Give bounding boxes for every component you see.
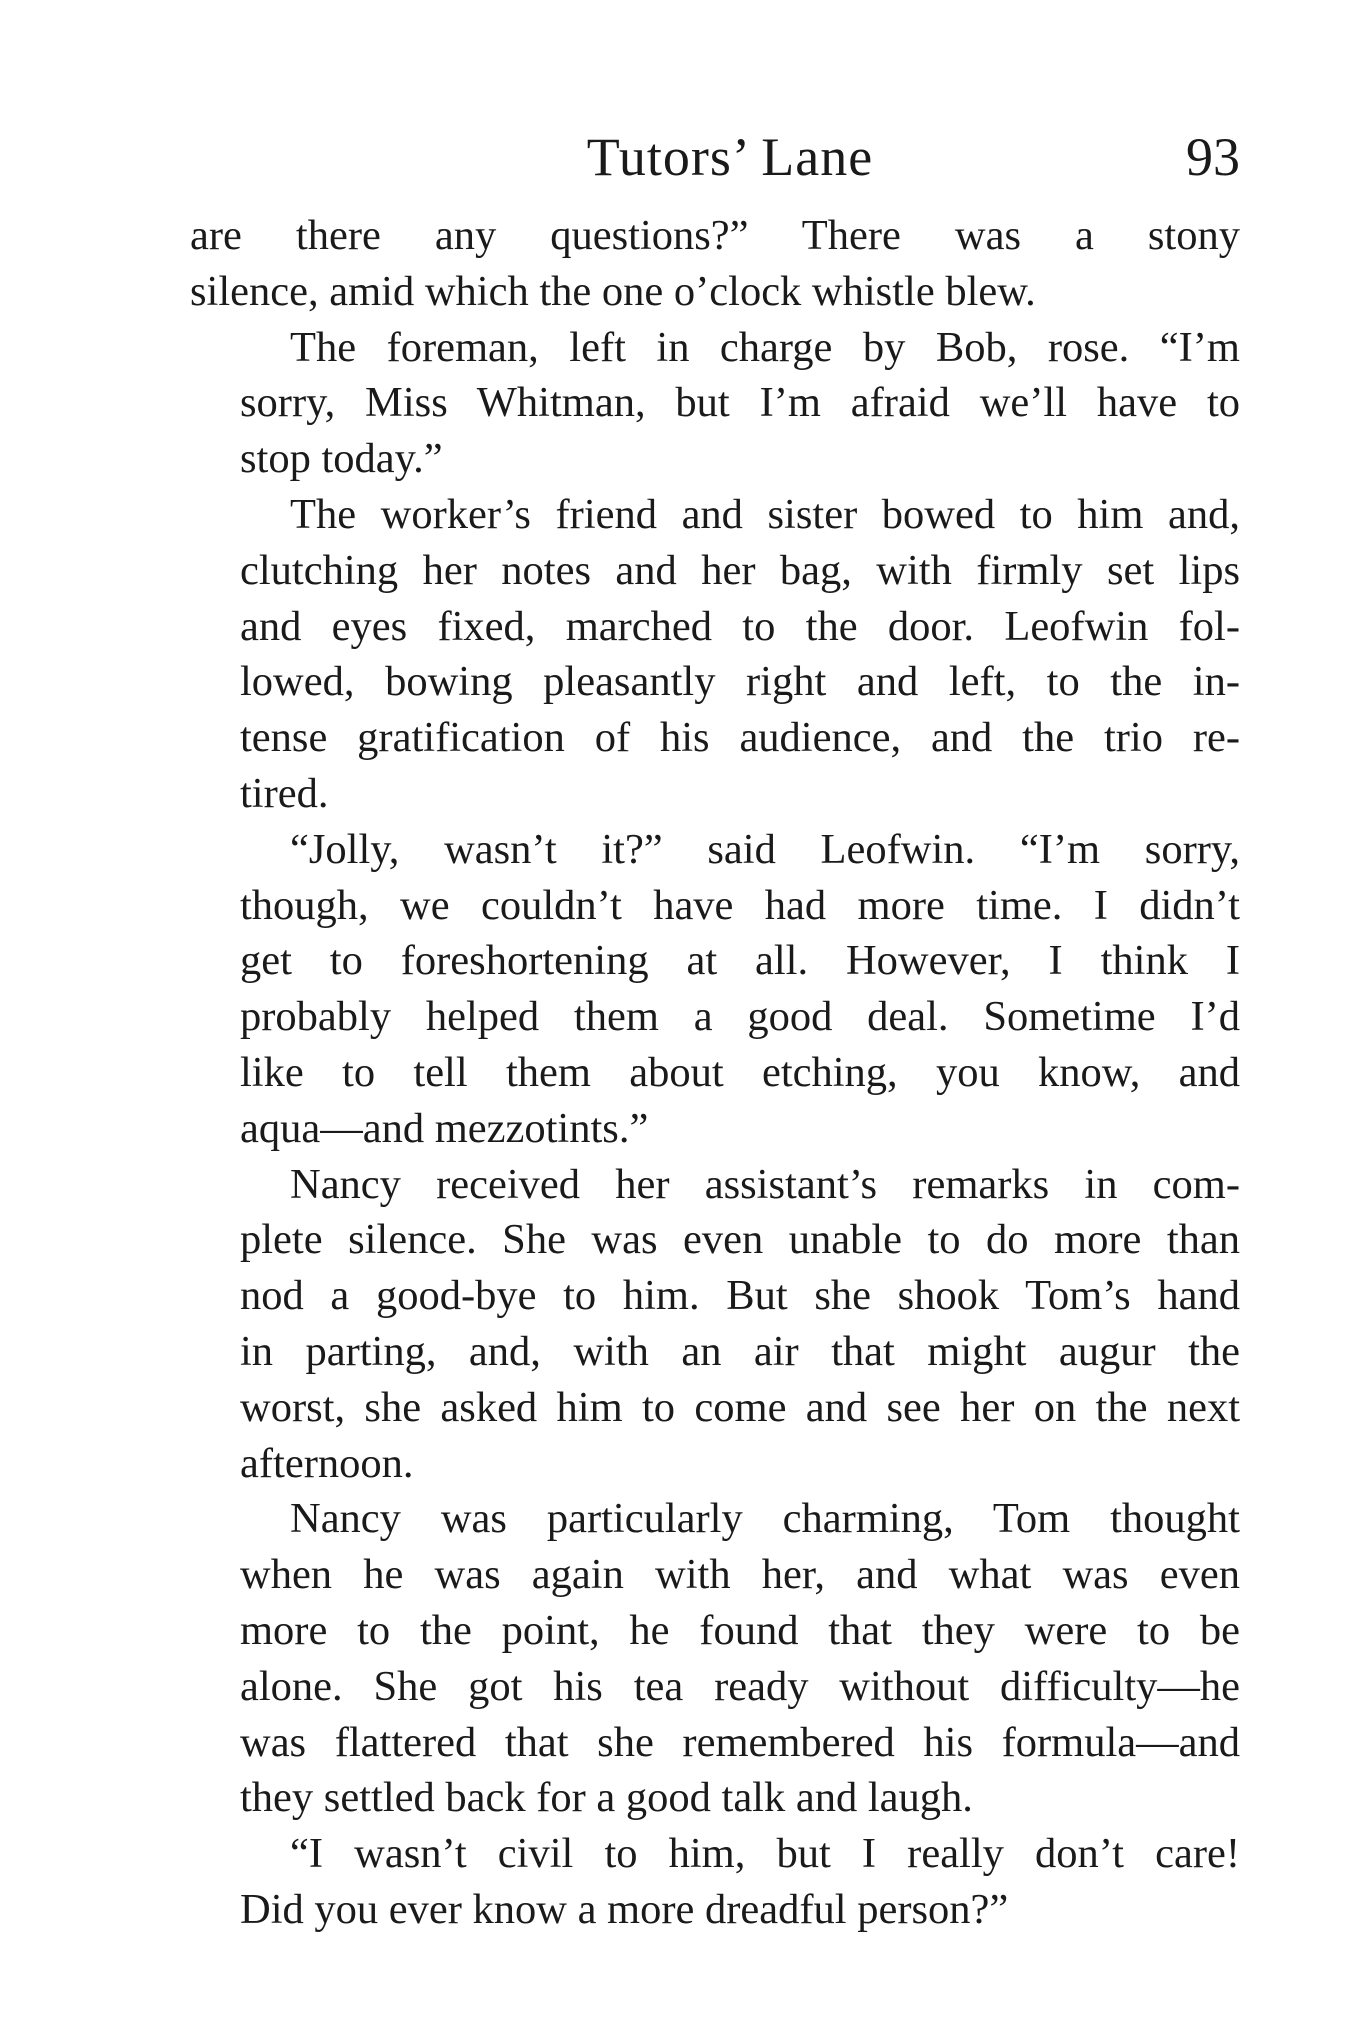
- text-line: they settled back for a good talk and laugh.: [240, 1774, 973, 1822]
- text-line: get to foreshortening at all. However, I think I: [240, 937, 1240, 985]
- text-line: tired.: [240, 769, 329, 817]
- text-line: though, we couldn’t have had more time. I didn’t: [240, 881, 1240, 929]
- paragraph: [190, 320, 1240, 487]
- paragraph: [190, 1491, 1240, 1826]
- text-line: worst, she asked him to come and see her on the next: [240, 1383, 1240, 1431]
- text-line: probably helped them a good deal. Sometime I’d: [240, 993, 1240, 1041]
- text-line: “Jolly, wasn’t it?” said Leofwin. “I’m sorry,: [290, 825, 1240, 873]
- text-line: was flattered that she remembered his formula—and: [240, 1718, 1240, 1766]
- text-line: afternoon.: [240, 1439, 414, 1487]
- text-line: nod a good-bye to him. But she shook Tom’s hand: [240, 1272, 1240, 1320]
- running-title: Tutors’ Lane: [586, 127, 874, 187]
- text-line: “I wasn’t civil to him, but I really don’t care!: [290, 1830, 1240, 1878]
- text-line: stop today.”: [240, 435, 443, 483]
- text-line: and eyes fixed, marched to the door. Leofwin fol-: [240, 602, 1240, 650]
- text-line: aqua—and mezzotints.”: [240, 1104, 649, 1152]
- text-line: The worker’s friend and sister bowed to him and,: [290, 490, 1240, 538]
- text-line: tense gratification of his audience, and the trio re-: [240, 714, 1240, 762]
- text-line: Nancy was particularly charming, Tom thought: [290, 1495, 1240, 1543]
- running-head: [190, 122, 1240, 192]
- text-line: are there any questions?” There was a stony: [190, 212, 1240, 259]
- text-line: alone. She got his tea ready without difficulty—he: [240, 1662, 1240, 1710]
- text-line: clutching her notes and her bag, with firmly set lips: [240, 546, 1240, 594]
- text-line: lowed, bowing pleasantly right and left, to the in-: [240, 658, 1240, 706]
- text-line: sorry, Miss Whitman, but I’m afraid we’ll have to: [240, 379, 1240, 427]
- paragraph: [190, 1826, 1240, 1938]
- text-line: silence, amid which the one o’clock whistle blew.: [190, 267, 1036, 315]
- text-line: Did you ever know a more dreadful person?”: [240, 1885, 1009, 1933]
- text-line: more to the point, he found that they were to be: [240, 1606, 1240, 1654]
- page-number: 93: [1186, 127, 1240, 187]
- paragraph: [190, 1157, 1240, 1492]
- body-text: [190, 208, 1240, 1938]
- text-line: The foreman, left in charge by Bob, rose. “I’m: [290, 323, 1240, 371]
- text-line: plete silence. She was even unable to do more than: [240, 1216, 1240, 1264]
- text-line: Nancy received her assistant’s remarks in com-: [290, 1160, 1240, 1208]
- paragraph: [190, 822, 1240, 1157]
- text-line: in parting, and, with an air that might augur the: [240, 1327, 1240, 1375]
- text-line: like to tell them about etching, you know, and: [240, 1048, 1240, 1096]
- text-line: when he was again with her, and what was even: [240, 1551, 1240, 1599]
- paragraph: [190, 208, 1240, 320]
- paragraph: [190, 487, 1240, 822]
